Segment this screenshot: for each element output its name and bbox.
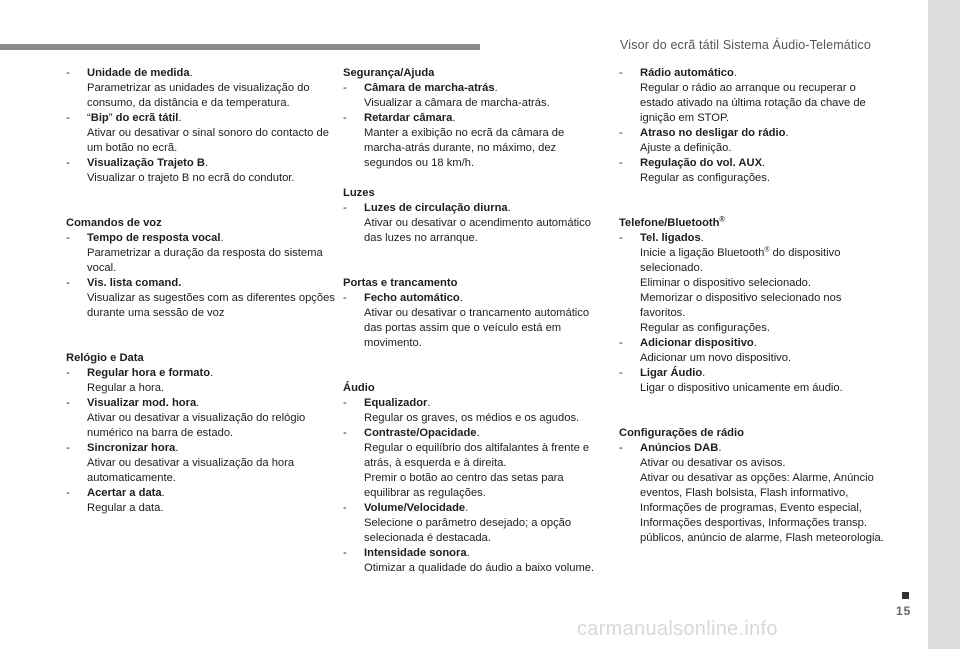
end-of-section-marker xyxy=(902,592,909,599)
setting-desc-line3: Memorizar o dispositivo selecionado nos favoritos. xyxy=(640,292,842,319)
setting-title: Tel. ligados xyxy=(640,232,701,244)
setting-desc-cont: do dispositivo selecionado. xyxy=(640,247,841,274)
setting-loudness: - Intensidade sonora. Otimizar a qualidade do áudio a baixo volume. xyxy=(343,547,595,574)
section-heading-voice: Comandos de voz xyxy=(66,217,162,229)
setting-desc: Regular o rádio ao arranque ou recuperar o estado ativado na última rotação da chave de ignição em STOP. xyxy=(640,82,866,124)
setting-desc-extra: Premir o botão ao centro das setas para equilibrar as regulações. xyxy=(364,472,564,499)
setting-desc: Inicie a ligação Bluetooth xyxy=(640,247,765,259)
bullet-dash: - xyxy=(619,67,623,79)
setting-dab-announcements: - Anúncios DAB. Ativar ou desativar os avisos. Ativar ou desativar as opções: Alarme, Anúncio eventos, Flash bolsista, Flash informativo, Informações de programas, Evento especial, Informações desportivas, Informações transp. públicos, anúncio de alarme, Flash meteorologia. xyxy=(619,442,884,544)
page-number: 15 xyxy=(896,604,912,618)
setting-desc: Otimizar a qualidade do áudio a baixo volume. xyxy=(364,562,595,574)
bullet-dash: - xyxy=(343,547,347,559)
side-strip xyxy=(928,0,960,649)
header-rule xyxy=(0,44,480,50)
setting-desc-line2: Ativar ou desativar as opções: Alarme, Anúncio eventos, Flash bolsista, Flash informativo, Informações de programas, Evento especial, Informações desportivas, Informações transp. públicos, anúncio de alarme, Flash meteorologia. xyxy=(640,472,884,544)
quote-close: ” xyxy=(108,112,113,124)
bullet-dash: - xyxy=(343,427,347,439)
registered-mark: ® xyxy=(764,246,770,254)
setting-desc: Ativar ou desativar o sinal sonoro do contacto de um botão no ecrã. xyxy=(87,127,329,154)
setting-voice-response: - Tempo de resposta vocal. Parametrizar a duração da resposta do sistema vocal. xyxy=(66,232,323,274)
section-heading-audio: Áudio xyxy=(343,382,375,394)
setting-linked-phones: - Tel. ligados. Inicie a ligação Bluetooth® do dispositivo selecionado. Eliminar o dispositivo selecionado. Memorizar o dispositivo selecionado nos favoritos. Regular as configurações. xyxy=(619,232,842,334)
setting-title: Acertar a data xyxy=(87,487,162,499)
setting-desc: Regular os graves, os médios e os agudos. xyxy=(364,412,580,424)
section-heading-doors: Portas e trancamento xyxy=(343,277,458,289)
setting-desc: Regular o equilíbrio dos altifalantes à frente e atrás, à esquerda e à direita. xyxy=(364,442,590,469)
setting-title: Adicionar dispositivo xyxy=(640,337,754,349)
setting-desc: Parametrizar as unidades de visualização do consumo, da distância e da temperatura. xyxy=(87,82,310,109)
setting-bip: - “Bip” do ecrã tátil. Ativar ou desativar o sinal sonoro do contacto de um botão no ecrã. xyxy=(66,112,329,154)
setting-desc: Ativar ou desativar os avisos. xyxy=(640,457,786,469)
setting-desc: Adicionar um novo dispositivo. xyxy=(640,352,792,364)
setting-title: Ligar Áudio xyxy=(640,367,703,379)
bullet-dash: - xyxy=(343,292,347,304)
setting-title: Contraste/Opacidade xyxy=(364,427,477,439)
setting-desc: Regular a data. xyxy=(87,502,164,514)
setting-title: Luzes de circulação diurna xyxy=(364,202,508,214)
setting-auto-radio: - Rádio automático. Regular o rádio ao arranque ou recuperar o estado ativado na última rotação da chave de ignição em STOP. xyxy=(619,67,866,124)
bullet-dash: - xyxy=(66,367,70,379)
setting-time-format: - Regular hora e formato. Regular a hora. xyxy=(66,367,214,394)
bullet-dash: - xyxy=(343,82,347,94)
setting-title: Equalizador xyxy=(364,397,428,409)
setting-desc: Visualizar as sugestões com as diferentes opções durante uma sessão de voz xyxy=(87,292,335,319)
setting-trip-b: - Visualização Trajeto B. Visualizar o trajeto B no ecrã do condutor. xyxy=(66,157,295,184)
bullet-dash: - xyxy=(66,277,70,289)
bullet-dash: - xyxy=(619,232,623,244)
setting-desc: Visualizar o trajeto B no ecrã do condutor. xyxy=(87,172,295,184)
setting-title: Regular hora e formato xyxy=(87,367,211,379)
setting-desc: Ativar ou desativar a visualização do relógio numérico na barra de estado. xyxy=(87,412,306,439)
column-1 xyxy=(66,66,336,516)
setting-title: Rádio automático xyxy=(640,67,734,79)
setting-title: Câmara de marcha-atrás xyxy=(364,82,495,94)
setting-add-device: - Adicionar dispositivo. Adicionar um novo dispositivo. xyxy=(619,337,792,364)
setting-title: Intensidade sonora xyxy=(364,547,467,559)
bullet-dash: - xyxy=(619,337,623,349)
setting-reverse-camera: - Câmara de marcha-atrás. Visualizar a câmara de marcha-atrás. xyxy=(343,82,550,109)
bullet-dash: - xyxy=(66,157,70,169)
setting-equalizer: - Equalizador. Regular os graves, os médios e os agudos. xyxy=(343,397,580,424)
bullet-dash: - xyxy=(343,502,347,514)
setting-volume-speed: - Volume/Velocidade. Selecione o parâmetro desejado; a opção selecionada é destacada. xyxy=(343,502,572,544)
setting-title: Vis. lista comand. xyxy=(87,277,182,289)
section-heading-phone: Telefone/Bluetooth® xyxy=(619,216,725,229)
section-heading-radio-settings: Configurações de rádio xyxy=(619,427,744,439)
setting-title: Visualizar mod. hora xyxy=(87,397,197,409)
setting-title: Regulação do vol. AUX xyxy=(640,157,763,169)
setting-desc: Manter a exibição no ecrã da câmara de marcha-atrás durante, no máximo, dez segundos ou 18 km/h. xyxy=(364,127,565,169)
bullet-dash: - xyxy=(619,367,623,379)
setting-desc: Ajuste a definição. xyxy=(640,142,732,154)
setting-title: Anúncios DAB xyxy=(640,442,719,454)
setting-desc: Regular a hora. xyxy=(87,382,165,394)
bullet-dash: - xyxy=(66,232,70,244)
setting-title: Fecho automático xyxy=(364,292,460,304)
setting-radio-off-delay: - Atraso no desligar do rádio. Ajuste a definição. xyxy=(619,127,789,154)
setting-desc-line4: Regular as configurações. xyxy=(640,322,770,334)
bullet-dash: - xyxy=(66,112,70,124)
bullet-dash: - xyxy=(66,67,70,79)
bullet-dash: - xyxy=(66,397,70,409)
setting-daytime-lights: - Luzes de circulação diurna. Ativar ou desativar o acendimento automático das luzes no arranque. xyxy=(343,202,591,244)
bullet-dash: - xyxy=(619,127,623,139)
setting-title: Volume/Velocidade xyxy=(364,502,466,514)
column-2 xyxy=(343,66,605,576)
setting-time-sync: - Sincronizar hora. Ativar ou desativar a visualização da hora automaticamente. xyxy=(66,442,295,484)
setting-title: Unidade de medida xyxy=(87,67,190,79)
setting-desc-line2: Eliminar o dispositivo selecionado. xyxy=(640,277,812,289)
setting-title: Sincronizar hora xyxy=(87,442,176,454)
setting-desc: Selecione o parâmetro desejado; a opção selecionada é destacada. xyxy=(364,517,572,544)
bullet-dash: - xyxy=(66,487,70,499)
setting-desc: Ativar ou desativar o trancamento automático das portas assim que o veículo está em movimento. xyxy=(364,307,590,349)
setting-title: Tempo de resposta vocal xyxy=(87,232,221,244)
watermark: carmanualsonline.info xyxy=(577,618,778,640)
column-3 xyxy=(619,66,889,546)
setting-title-rest: do ecrã tátil xyxy=(112,112,179,124)
setting-desc: Regular as configurações. xyxy=(640,172,770,184)
bullet-dash: - xyxy=(619,442,623,454)
setting-time-display: - Visualizar mod. hora. Ativar ou desativar a visualização do relógio numérico na barra de estado. xyxy=(66,397,306,439)
setting-desc: Visualizar a câmara de marcha-atrás. xyxy=(364,97,550,109)
setting-balance: - Contraste/Opacidade. Regular o equilíbrio dos altifalantes à frente e atrás, à esquerda e à direita. Premir o botão ao centro das setas para equilibrar as regulações. xyxy=(343,427,590,499)
setting-title: Retardar câmara xyxy=(364,112,453,124)
setting-desc: Ativar ou desativar a visualização da hora automaticamente. xyxy=(87,457,295,484)
setting-units: - Unidade de medida. Parametrizar as unidades de visualização do consumo, da distância e da temperatura. xyxy=(66,67,310,109)
setting-connect-audio: - Ligar Áudio. Ligar o dispositivo unicamente em áudio. xyxy=(619,367,843,394)
section-heading-clock: Relógio e Data xyxy=(66,352,144,364)
bullet-dash: - xyxy=(343,202,347,214)
setting-desc: Parametrizar a duração da resposta do sistema vocal. xyxy=(87,247,323,274)
setting-aux-volume: - Regulação do vol. AUX. Regular as configurações. xyxy=(619,157,770,184)
setting-desc: Ligar o dispositivo unicamente em áudio. xyxy=(640,382,843,394)
setting-title: Visualização Trajeto B xyxy=(87,157,205,169)
setting-desc: Ativar ou desativar o acendimento automático das luzes no arranque. xyxy=(364,217,591,244)
quote-open: “ xyxy=(87,112,91,124)
page-header-title: Visor do ecrã tátil Sistema Áudio-Telemático xyxy=(620,38,871,52)
registered-mark: ® xyxy=(719,216,725,224)
section-heading-lights: Luzes xyxy=(343,187,375,199)
setting-auto-lock: - Fecho automático. Ativar ou desativar o trancamento automático das portas assim que o veículo está em movimento. xyxy=(343,292,590,349)
setting-voice-list xyxy=(66,276,336,321)
bullet-dash: - xyxy=(66,442,70,454)
setting-camera-delay: - Retardar câmara. Manter a exibição no ecrã da câmara de marcha-atrás durante, no máximo, dez segundos ou 18 km/h. xyxy=(343,112,565,169)
setting-date: - Acertar a data. Regular a data. xyxy=(66,487,165,514)
bullet-dash: - xyxy=(619,157,623,169)
section-heading-safety: Segurança/Ajuda xyxy=(343,67,435,79)
bullet-dash: - xyxy=(343,112,347,124)
bullet-dash: - xyxy=(343,397,347,409)
setting-title: Bip xyxy=(90,112,109,124)
setting-title: Atraso no desligar do rádio xyxy=(640,127,786,139)
